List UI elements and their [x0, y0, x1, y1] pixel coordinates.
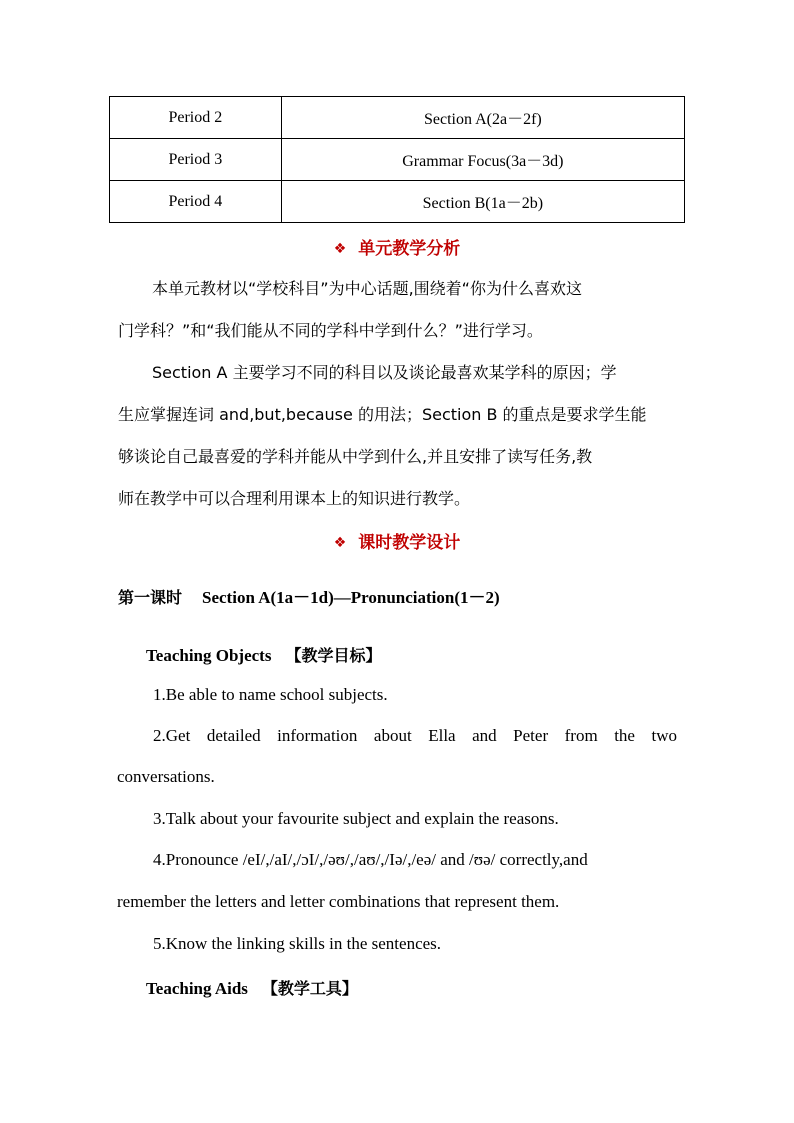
lesson-label: 第一课时: [118, 588, 183, 607]
diamond-bullet-icon: ❖: [333, 535, 347, 551]
analysis-paragraph-1-line-1: 本单元教材以“学校科目”为中心话题,围绕着“你为什么喜欢这: [152, 279, 582, 298]
objective-item-3: 3.Talk about your favourite subject and explain the reasons.: [153, 809, 559, 828]
teaching-aids-heading: Teaching Aids 【教学工具】: [146, 979, 358, 998]
section-cell: Grammar Focus(3a－3d): [281, 139, 684, 181]
period-table: [109, 96, 685, 223]
section-cell: Section A(2a－2f): [281, 97, 684, 139]
lesson-title-text: Section A(1a－1d)—Pronunciation(1－2): [202, 588, 500, 607]
table-row: [110, 97, 685, 139]
unit-analysis-heading: [0, 234, 794, 259]
heading-text: 单元教学分析: [358, 239, 461, 259]
table-row: [110, 139, 685, 181]
table-row: [110, 181, 685, 223]
lesson-design-heading: [0, 528, 794, 553]
section-cell: Section B(1a－2b): [281, 181, 684, 223]
objective-item-2-continued: conversations.: [117, 767, 215, 786]
analysis-paragraph-1-line-2: 门学科？”和“我们能从不同的学科中学到什么？”进行学习。: [118, 321, 543, 340]
analysis-paragraph-2-line-2: 生应掌握连词 and,but,because 的用法；Section B 的重点是要求学生能: [118, 405, 647, 424]
period-cell: Period 3: [110, 139, 282, 181]
period-cell: Period 2: [110, 97, 282, 139]
analysis-paragraph-2-line-4: 师在教学中可以合理利用课本上的知识进行教学。: [118, 489, 471, 508]
analysis-paragraph-2-line-3: 够谈论自己最喜爱的学科并能从中学到什么,并且安排了读写任务,教: [118, 447, 593, 466]
lesson-title: [118, 583, 500, 608]
objective-item-1: 1.Be able to name school subjects.: [153, 685, 388, 704]
objective-item-4-continued: remember the letters and letter combinations that represent them.: [117, 892, 560, 911]
diamond-bullet-icon: ❖: [333, 241, 347, 257]
heading-text: 课时教学设计: [358, 533, 461, 553]
analysis-paragraph-2-line-1: Section A 主要学习不同的科目以及谈论最喜欢某学科的原因；学: [152, 363, 617, 382]
objective-item-2: 2.Get detailed information about Ella and Peter from the two: [153, 726, 677, 745]
teaching-objects-heading: Teaching Objects 【教学目标】: [146, 646, 382, 665]
objective-item-4: 4.Pronounce /eI/,/aI/,/ɔI/,/əʊ/,/aʊ/,/Iə/,/eə/ and /ʊə/ correctly,and: [153, 850, 588, 869]
objective-item-5: 5.Know the linking skills in the sentences.: [153, 934, 442, 953]
period-cell: Period 4: [110, 181, 282, 223]
